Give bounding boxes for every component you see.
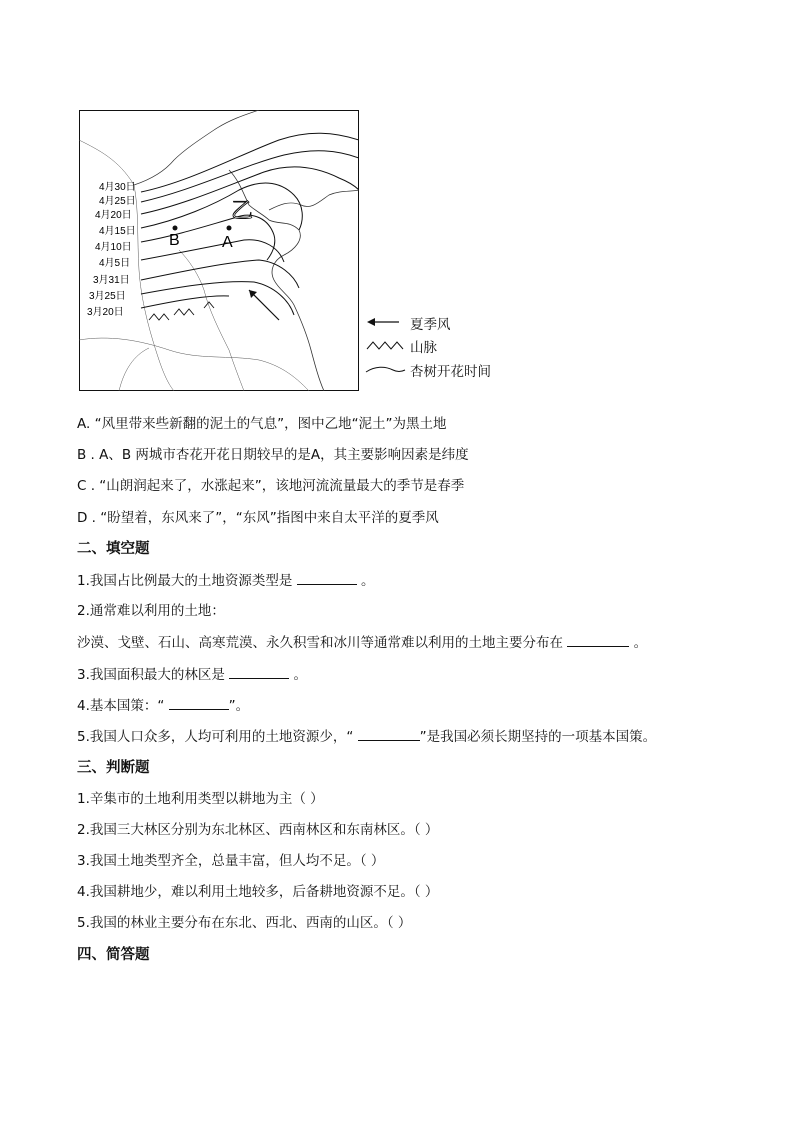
fill-q3: 3.我国面积最大的林区是 。 [77, 667, 307, 683]
section-4-title: 四、简答题 [77, 947, 150, 963]
answer-blank[interactable] [169, 696, 229, 710]
option-b: B . A、B 两城市杏花开花日期较早的是A，其主要影响因素是纬度 [77, 447, 469, 463]
fill-q5: 5.我国人口众多，人均可利用的土地资源少，“ ”是我国必须长期坚持的一项基本国策。 [77, 729, 657, 745]
section-3-title: 三、判断题 [77, 760, 150, 776]
point-label-b: B [169, 232, 180, 249]
date-label: 4月20日 [95, 210, 132, 221]
region-label: 乙 [231, 199, 254, 224]
option-c: C . “山朗润起来了，水涨起来”，该地河流流量最大的季节是春季 [77, 478, 465, 494]
option-a: A. “风里带来些新翻的泥土的气息”，图中乙地“泥土”为黑土地 [77, 416, 447, 432]
legend-bloom-time: 杏树开花时间 [410, 364, 491, 380]
apricot-bloom-map [79, 110, 359, 391]
date-label: 4月10日 [95, 242, 132, 253]
answer-blank[interactable] [567, 633, 629, 647]
fill-q2-body: 沙漠、戈壁、石山、高寒荒漠、永久积雪和冰川等通常难以利用的土地主要分布在 。 [77, 635, 648, 651]
judge-q4: 4.我国耕地少，难以利用土地较多，后备耕地资源不足。（ ） [77, 884, 439, 900]
date-label: 4月15日 [99, 226, 136, 237]
map-legend [363, 308, 523, 388]
date-label: 4月30日 [99, 182, 136, 193]
judge-q3: 3.我国土地类型齐全，总量丰富，但人均不足。（ ） [77, 853, 385, 869]
date-label: 4月5日 [99, 258, 131, 269]
legend-mountains: 山脉 [410, 340, 437, 356]
date-label: 3月25日 [89, 291, 126, 302]
fill-q4: 4.基本国策：“ ”。 [77, 698, 250, 714]
judge-q5: 5.我国的林业主要分布在东北、西北、西南的山区。（ ） [77, 915, 412, 931]
mountain-icon [367, 342, 403, 349]
answer-blank[interactable] [229, 665, 289, 679]
isoline-icon [366, 367, 405, 372]
judge-q2: 2.我国三大林区分别为东北林区、西南林区和东南林区。（ ） [77, 822, 439, 838]
arrow-icon [367, 318, 375, 326]
judge-q1: 1.辛集市的土地利用类型以耕地为主（ ） [77, 791, 324, 807]
date-label: 3月20日 [87, 307, 124, 318]
section-2-title: 二、填空题 [77, 541, 150, 557]
point-label-a: A [222, 234, 233, 251]
answer-blank[interactable] [297, 571, 357, 585]
fill-q1: 1.我国占比例最大的土地资源类型是 。 [77, 573, 375, 589]
date-label: 3月31日 [93, 275, 130, 286]
date-label: 4月25日 [99, 196, 136, 207]
answer-blank[interactable] [358, 727, 420, 741]
fill-q2: 2.通常难以利用的土地： [77, 603, 225, 619]
option-d: D . “盼望着，东风来了”，“东风”指图中来自太平洋的夏季风 [77, 510, 439, 526]
legend-summer-wind: 夏季风 [410, 317, 451, 333]
legend-symbols [363, 308, 407, 388]
